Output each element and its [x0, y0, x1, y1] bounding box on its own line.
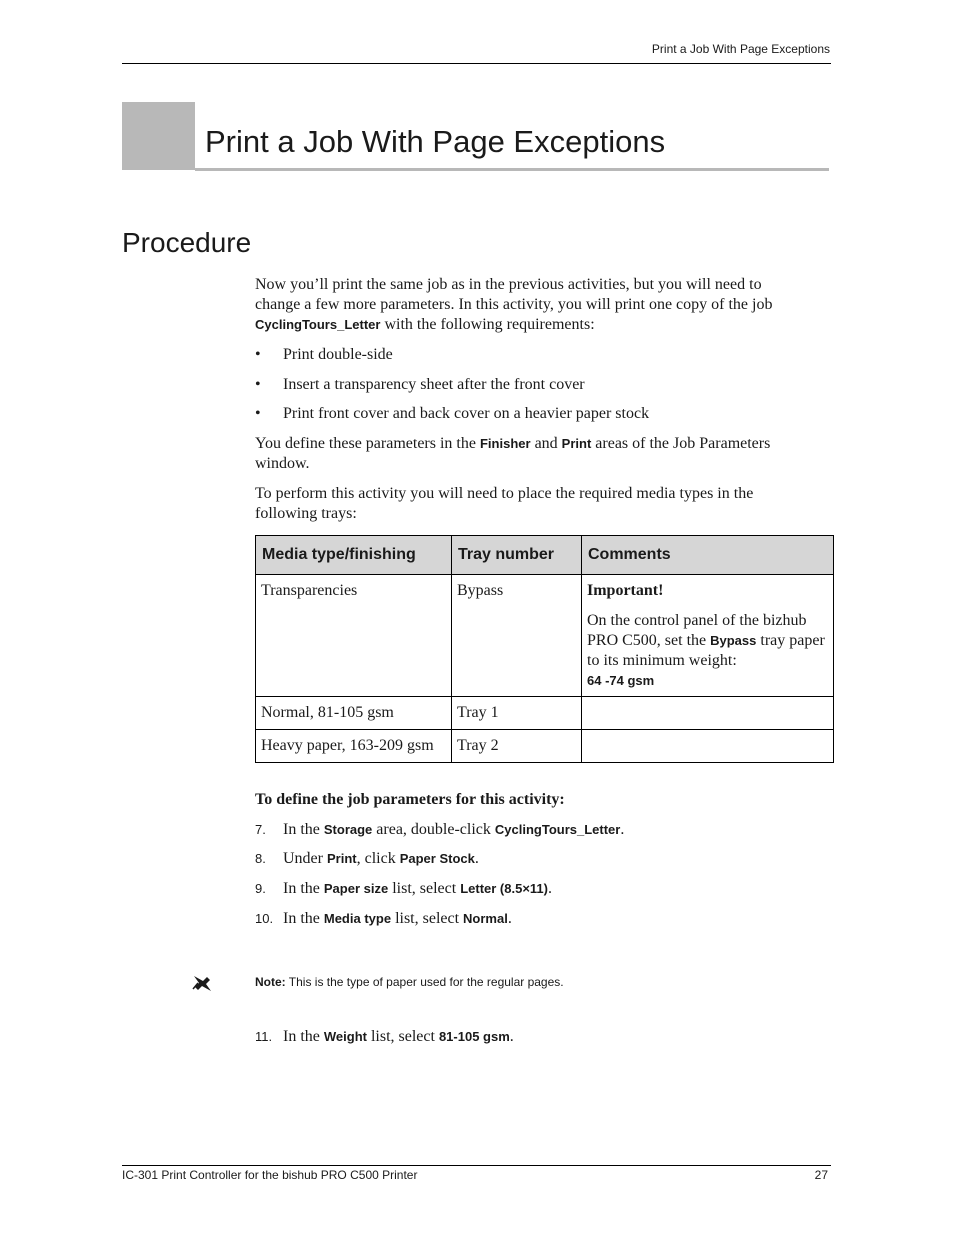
table-cell	[582, 575, 834, 697]
intro-line-2: change a few more parameters. In this activity, you will print one copy of the job	[255, 296, 773, 313]
table-header: Tray number	[452, 536, 582, 575]
media-table	[255, 535, 834, 763]
define-paragraph: You define these parameters in the Finisher and Print areas of the Job Parameters window.	[255, 435, 771, 472]
important-label: Important!	[587, 582, 664, 599]
page-number: 27	[814, 1168, 828, 1182]
note	[255, 975, 564, 989]
table-cell: Tray 2	[452, 730, 582, 763]
title-underline	[195, 168, 829, 171]
note-label: Note:	[255, 975, 286, 989]
intro-line-1: Now you’ll print the same job as in the previous activities, but you will need to	[255, 276, 762, 293]
table-row	[256, 697, 834, 730]
table-cell: Bypass	[452, 575, 582, 697]
table-cell	[582, 697, 834, 730]
pushpin-icon	[191, 973, 213, 993]
table-row	[256, 575, 834, 697]
weight-value: 64 -74 gsm	[587, 673, 655, 688]
table-cell: Transparencies	[256, 575, 452, 697]
table-cell	[582, 730, 834, 763]
intro-line-3: with the following requirements:	[380, 316, 595, 333]
table-header-row	[256, 536, 834, 575]
section-heading: Procedure	[122, 227, 252, 258]
table-cell: Tray 1	[452, 697, 582, 730]
trays-paragraph: To perform this activity you will need to place the required media types in the following trays:	[255, 485, 754, 522]
job-name: CyclingTours_Letter	[255, 317, 381, 332]
table-header: Media type/finishing	[256, 536, 452, 575]
table-cell: Normal, 81-105 gsm	[256, 697, 452, 730]
title-block	[122, 102, 195, 170]
footer-title: IC-301 Print Controller for the bishub PRO C500 Printer	[122, 1168, 418, 1182]
print-label: Print	[561, 436, 592, 451]
running-header: Print a Job With Page Exceptions	[651, 42, 830, 56]
table-row	[256, 730, 834, 763]
table-header: Comments	[582, 536, 834, 575]
steps-heading: To define the job parameters for this activity:	[255, 791, 565, 808]
intro-paragraph	[255, 275, 815, 335]
header-rule	[122, 63, 831, 64]
finisher-label: Finisher	[479, 436, 531, 451]
comment-text: On the control panel of the bizhub PRO C500, set the Bypass tray paper to its minimum weight:	[587, 612, 825, 669]
note-text: This is the type of paper used for the regular pages.	[285, 975, 564, 989]
chapter-title: Print a Job With Page Exceptions	[205, 124, 666, 159]
footer-rule	[122, 1165, 831, 1166]
table-cell: Heavy paper, 163-209 gsm	[256, 730, 452, 763]
